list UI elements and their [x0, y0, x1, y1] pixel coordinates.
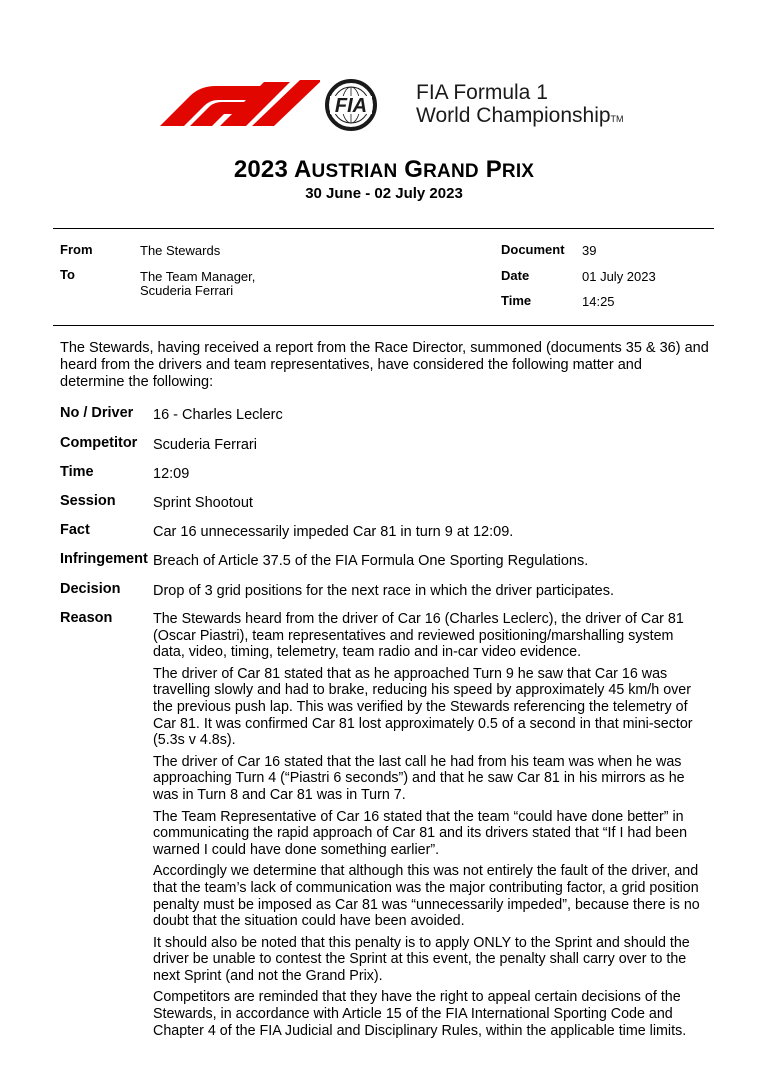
reason-paragraph: The Team Representative of Car 16 stated that the team “could have done better” in communicating the rapid approach of Car 81 and its drivers stated that “If I had been warned I could have done something earlier”. [153, 808, 688, 858]
field-label: Session [60, 493, 116, 509]
from-value: The Stewards [140, 243, 221, 258]
field-label: No / Driver [60, 405, 134, 421]
field-label: Infringement [60, 551, 148, 567]
event-dates: 30 June - 02 July 2023 [305, 185, 463, 202]
field-value: 16 - Charles Leclerc [153, 407, 283, 423]
to-value-line-2: Scuderia Ferrari [140, 283, 234, 298]
reason-paragraph: The driver of Car 16 stated that the last call he had from his team was when he was approaching Turn 4 (“Piastri 6 seconds”) and that he saw Car 81 in his mirrors as he was in Turn 8 and Car 81 was in Turn 7. [153, 753, 685, 803]
field-value: Breach of Article 37.5 of the FIA Formula One Sporting Regulations. [153, 553, 589, 569]
intro-paragraph: The Stewards, having received a report from the Race Director, summoned (documents 35 & 36) and heard from the drivers and team representatives, have considered the following matter and determine the following: [60, 340, 709, 390]
field-value: Drop of 3 grid positions for the next race in which the driver participates. [153, 583, 615, 599]
wordmark-line-2: World ChampionshipTM [416, 104, 624, 127]
to-label: To [60, 267, 75, 282]
reason-paragraph: Competitors are reminded that they have the right to appeal certain decisions of the Stewards, in accordance with Article 15 of the FIA International Sporting Code and Chapter 4 of the FIA Judicial and Disciplinary Rules, within the applicable time limits. [153, 989, 687, 1039]
field-label: Time [60, 464, 94, 480]
date-value: 01 July 2023 [582, 269, 656, 284]
trademark: TM [610, 114, 624, 124]
reason-paragraph: It should also be noted that this penalty is to apply ONLY to the Sprint and should the driver be unable to contest the Sprint at this event, the penalty shall carry over to the next Sprint (and not the Grand Prix). [153, 934, 690, 984]
event-title: 2023 AUSTRIAN GRAND PRIX [233, 156, 535, 183]
divider-top [53, 228, 714, 229]
reason-text [153, 611, 708, 1044]
reason-paragraph: The driver of Car 81 stated that as he approached Turn 9 he saw that Car 16 was travelling slowly and had to brake, reducing his speed by approximately 45 km/h over the previous push lap. This was verified by the Stewards referencing the telemetry of Car 81. It was confirmed Car 81 lost approximately 0.5 of a second in that mini-sector (5.3s v 4.8s). [153, 665, 693, 749]
field-value: Sprint Shootout [153, 495, 253, 511]
field-value: Scuderia Ferrari [153, 437, 257, 453]
reason-paragraph: Accordingly we determine that although this was not entirely the fault of the driver, and that the team’s lack of communication was the major contributing factor, a grid position penalty must be imposed as Car 81 was “unnecessarily impeded”, because there is no doubt that the situation could have been avoided. [153, 863, 700, 930]
document-label: Document [501, 242, 565, 257]
reason-paragraph: The Stewards heard from the driver of Car 16 (Charles Leclerc), the driver of Car 81 (Oscar Piastri), team representatives and reviewed positioning/marshalling system data, video, timing, telemetry, team radio and in-car video evidence. [153, 611, 684, 661]
field-label: Competitor [60, 435, 138, 451]
wordmark-line-1: FIA Formula 1 [416, 81, 548, 104]
field-value: 12:09 [153, 466, 190, 482]
time-label: Time [501, 293, 532, 308]
field-label: Decision [60, 581, 121, 597]
field-label: Fact [60, 522, 90, 538]
time-value: 14:25 [582, 294, 615, 309]
from-label: From [60, 242, 93, 257]
date-label: Date [501, 268, 530, 283]
to-value-line-1: The Team Manager, [140, 269, 256, 284]
letterhead [160, 78, 630, 132]
document-value: 39 [582, 243, 597, 258]
field-label: Reason [60, 610, 113, 626]
championship-wordmark [416, 81, 624, 131]
fia-seal-text: FIA [334, 95, 368, 117]
fia-seal-icon [316, 79, 386, 131]
f1-logo-icon [160, 80, 320, 128]
field-value: Car 16 unnecessarily impeded Car 81 in turn 9 at 12:09. [153, 524, 514, 540]
divider-bottom [53, 325, 714, 326]
